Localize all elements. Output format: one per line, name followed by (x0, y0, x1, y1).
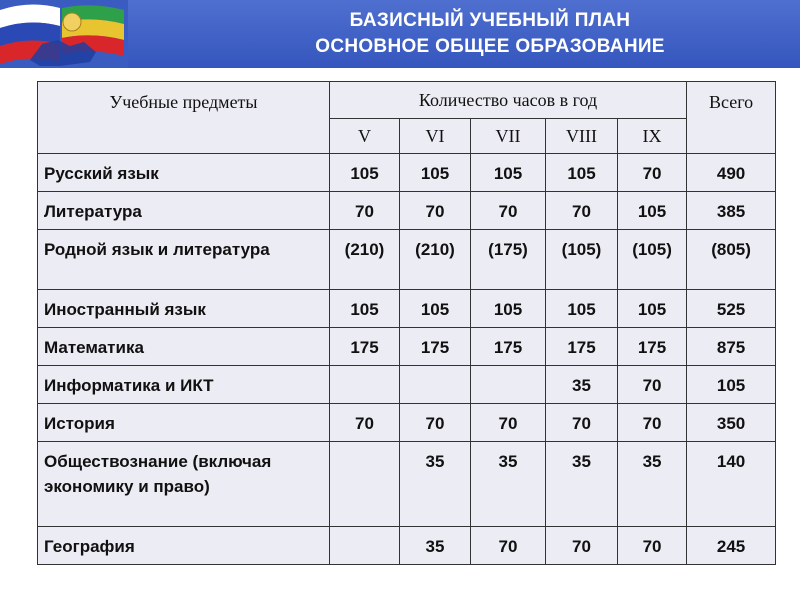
subject-name-cell: Родной язык и литература (38, 230, 330, 290)
hours-cell: 35 (471, 442, 546, 527)
hours-cell: 70 (618, 366, 687, 404)
subject-name-cell: География (38, 527, 330, 565)
subject-name-cell: Информатика и ИКТ (38, 366, 330, 404)
curriculum-table-body (38, 154, 776, 565)
table-row (38, 290, 776, 328)
curriculum-table (37, 81, 776, 565)
total-hours-cell: 350 (687, 404, 776, 442)
hours-cell: 105 (618, 192, 687, 230)
hours-cell: 105 (546, 290, 618, 328)
regional-flag-emblem-icon (0, 0, 128, 68)
total-hours-cell: 385 (687, 192, 776, 230)
hours-cell: (105) (546, 230, 618, 290)
table-row (38, 230, 776, 290)
hours-cell (330, 527, 400, 565)
hours-cell (330, 442, 400, 527)
hours-cell: 70 (471, 527, 546, 565)
hours-cell: 105 (400, 290, 471, 328)
subjects-column-header: Учебные предметы (38, 82, 330, 154)
grade-header: VII (471, 119, 546, 154)
total-hours-cell: 875 (687, 328, 776, 366)
hours-cell: 175 (546, 328, 618, 366)
hours-cell: 70 (618, 404, 687, 442)
hours-cell (400, 366, 471, 404)
hours-cell (471, 366, 546, 404)
hours-cell: 105 (471, 154, 546, 192)
hours-cell: 35 (546, 442, 618, 527)
table-row (38, 328, 776, 366)
hours-cell: 70 (546, 192, 618, 230)
hours-cell: (210) (330, 230, 400, 290)
hours-per-year-header: Количество часов в год (330, 82, 687, 119)
table-row (38, 404, 776, 442)
total-hours-cell: (805) (687, 230, 776, 290)
hours-cell: (105) (618, 230, 687, 290)
page-title-line-1: БАЗИСНЫЙ УЧЕБНЫЙ ПЛАН (349, 10, 631, 31)
hours-cell: 105 (471, 290, 546, 328)
hours-cell: 105 (330, 154, 400, 192)
hours-cell: (210) (400, 230, 471, 290)
grade-header: VIII (546, 119, 618, 154)
subject-name-cell: Обществознание (включая экономику и право) (38, 442, 330, 527)
hours-cell: 105 (618, 290, 687, 328)
hours-cell: 70 (400, 192, 471, 230)
hours-cell: 35 (400, 527, 471, 565)
hours-cell: 105 (400, 154, 471, 192)
hours-cell: 35 (546, 366, 618, 404)
hours-cell: 175 (471, 328, 546, 366)
hours-cell: 70 (546, 404, 618, 442)
hours-cell: 70 (546, 527, 618, 565)
hours-cell: 105 (546, 154, 618, 192)
hours-cell: 35 (400, 442, 471, 527)
table-row (38, 154, 776, 192)
total-hours-cell: 525 (687, 290, 776, 328)
hours-cell: 35 (618, 442, 687, 527)
total-hours-cell: 490 (687, 154, 776, 192)
table-row (38, 442, 776, 527)
total-hours-cell: 245 (687, 527, 776, 565)
subject-name-cell: Иностранный язык (38, 290, 330, 328)
subject-name-cell: Литература (38, 192, 330, 230)
table-row (38, 192, 776, 230)
grade-header: VI (400, 119, 471, 154)
hours-cell: 105 (330, 290, 400, 328)
grade-header: V (330, 119, 400, 154)
hours-cell: 70 (471, 192, 546, 230)
hours-cell: 70 (400, 404, 471, 442)
hours-cell: 70 (618, 154, 687, 192)
table-row (38, 527, 776, 565)
subject-name-cell: Математика (38, 328, 330, 366)
page-title-line-2: ОСНОВНОЕ ОБЩЕЕ ОБРАЗОВАНИЕ (315, 36, 665, 57)
subject-name-cell: История (38, 404, 330, 442)
total-column-header: Всего (687, 82, 776, 154)
grade-header: IX (618, 119, 687, 154)
hours-cell: 175 (400, 328, 471, 366)
subject-name-cell: Русский язык (38, 154, 330, 192)
total-hours-cell: 105 (687, 366, 776, 404)
hours-cell: 70 (471, 404, 546, 442)
hours-cell: (175) (471, 230, 546, 290)
total-hours-cell: 140 (687, 442, 776, 527)
hours-cell: 175 (330, 328, 400, 366)
hours-cell: 70 (330, 192, 400, 230)
hours-cell: 175 (618, 328, 687, 366)
hours-cell: 70 (618, 527, 687, 565)
table-row (38, 366, 776, 404)
header-banner (0, 0, 800, 68)
hours-cell (330, 366, 400, 404)
hours-cell: 70 (330, 404, 400, 442)
